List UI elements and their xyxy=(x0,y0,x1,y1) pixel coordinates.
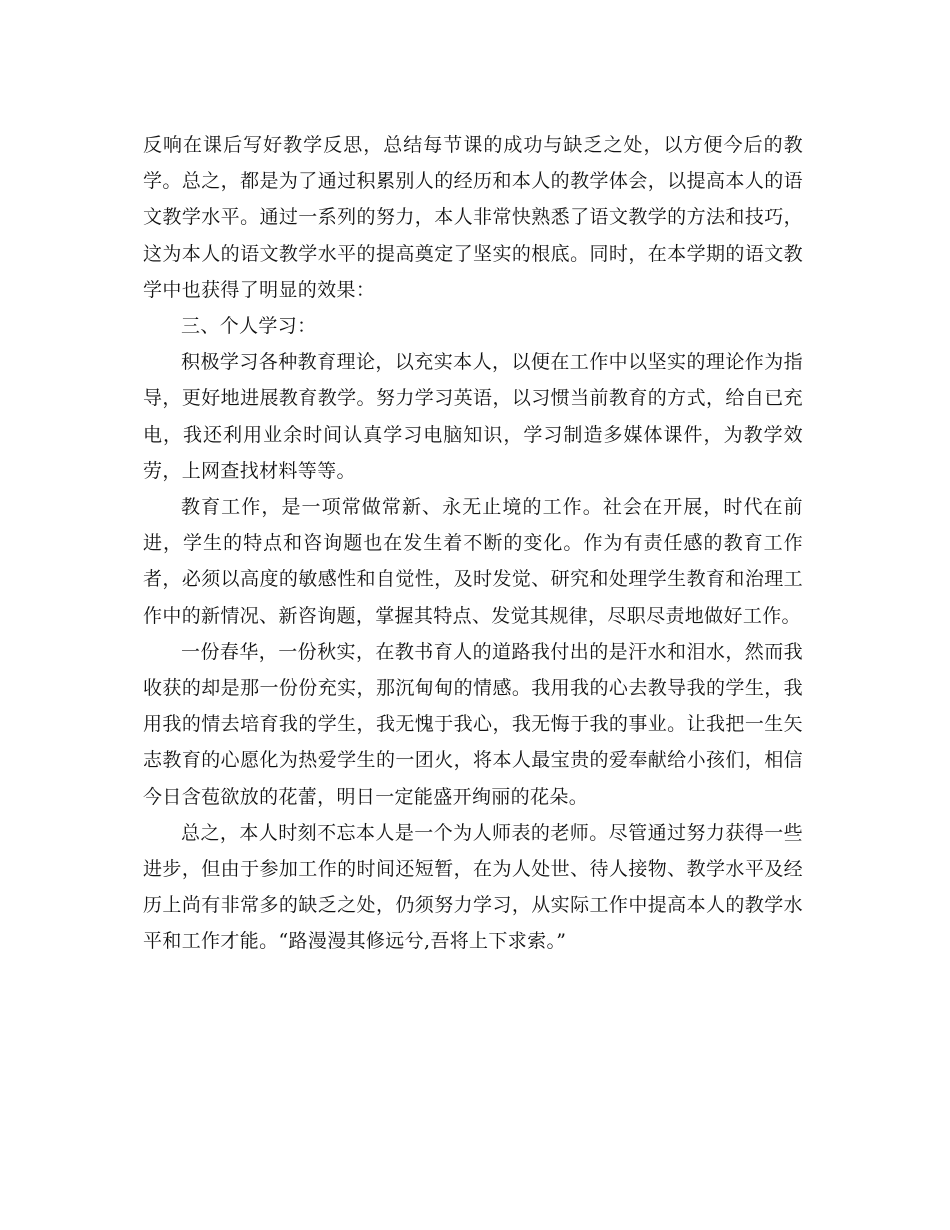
paragraph-personal-study: 积极学习各种教育理论，以充实本人，以便在工作中以坚实的理论作为指导，更好地进展教育教学。努力学习英语，以习惯当前教育的方式，给自已充电，我还利用业余时间认真学习电脑知识，学习制造多媒体课件，为教学效劳，上网查找材料等等。 xyxy=(143,351,803,482)
paragraph-continuation: 反响在课后写好教学反思，总结每节课的成功与缺乏之处，以方便今后的教学。总之，都是为了通过积累别人的经历和本人的教学体会，以提高本人的语文教学水平。通过一系列的努力，本人非常快熟悉了语文教学的方法和技巧，这为本人的语文教学水平的提高奠定了坚实的根底。同时，在本学期的语文教学中也获得了明显的效果： xyxy=(143,134,803,301)
paragraph-conclusion: 总之，本人时刻不忘本人是一个为人师表的老师。尽管通过努力获得一些进步，但由于参加工作的时间还短暂，在为人处世、待人接物、教学水平及经历上尚有非常多的缺乏之处，仍须努力学习，从实际工作中提高本人的教学水平和工作才能。“路漫漫其修远兮,吾将上下求索。” xyxy=(143,821,803,953)
paragraph-spring-autumn: 一份春华，一份秋实，在教书育人的道路我付出的是汗水和泪水，然而我收获的却是那一份份充实，那沉甸甸的情感。我用我的心去教导我的学生，我用我的情去培育我的学生，我无愧于我心，我无悔于我的事业。让我把一生矢志教育的心愿化为热爱学生的一团火，将本人最宝贵的爱奉献给小孩们，相信今日含苞欲放的花蕾，明日一定能盛开绚丽的花朵。 xyxy=(143,640,803,808)
document-body xyxy=(143,127,803,960)
paragraph-education-work: 教育工作，是一项常做常新、永无止境的工作。社会在开展，时代在前进，学生的特点和咨询题也在发生着不断的变化。作为有责任感的教育工作者，必须以高度的敏感性和自觉性，及时发觉、研究和处理学生教育和治理工作中的新情况、新咨询题，掌握其特点、发觉其规律，尽职尽责地做好工作。 xyxy=(143,496,803,627)
section-heading: 三、个人学习： xyxy=(181,315,317,338)
